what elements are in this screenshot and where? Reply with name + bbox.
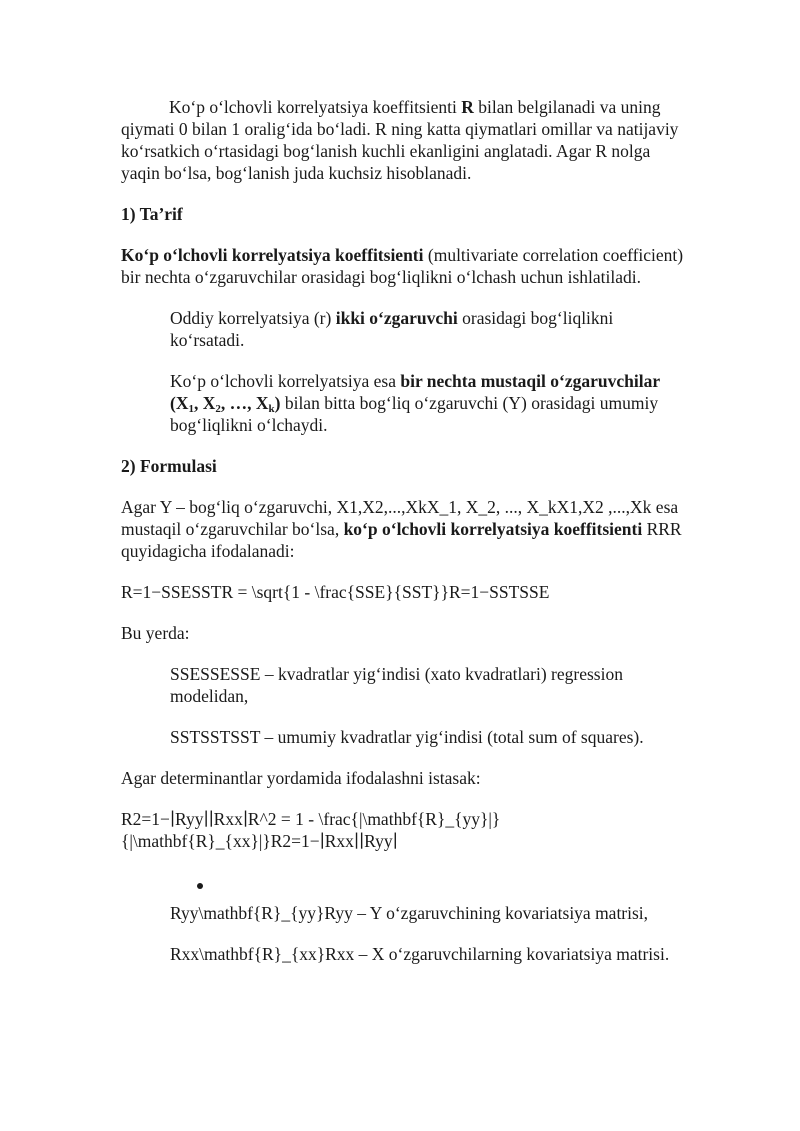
multi-text-2: bilan bitta bogʻliq oʻzgaruvchi (Y) orasidagi umumiy bogʻliqlikni oʻlchaydi. [170, 393, 659, 435]
formula-r: R=1−SSESSTR = \sqrt{1 - \frac{SSE}{SST}}R=1−SSTSSE [121, 582, 550, 602]
multi-correlation-paragraph [170, 370, 687, 436]
sse-definition: SSESSESSE – kvadratlar yigʻindisi (xato kvadratlari) regression modelidan, [170, 664, 623, 706]
rxx-definition: Rxx\mathbf{R}_{xx}Rxx – X oʻzgaruvchilarning kovariatsiya matrisi. [170, 944, 670, 964]
document-page [121, 96, 687, 984]
multi-bold-text: bir nechta mustaqil oʻzgaruvchilar (X [170, 371, 660, 413]
subscript-k: k [268, 403, 275, 415]
simple-text-1: Oddiy korrelyatsiya (r) [170, 308, 336, 328]
formula-intro-paragraph [121, 496, 687, 562]
sst-definition: SSTSSTSST – umumiy kvadratlar yigʻindisi (total sum of squares). [170, 727, 644, 747]
subscript-2: 2 [215, 403, 221, 415]
formula-intro-bold: koʻp oʻlchovli korrelyatsiya koeffitsienti [343, 519, 643, 539]
multi-sep-1: , X [193, 393, 216, 413]
section-heading-definition: 1) Ta’rif [121, 204, 183, 224]
formula-intro-text-1: Agar Y – bogʻliq oʻzgaruvchi, X1,X2,...,XkX_1, X_2, ..., X_kX1,X2 ,...,Xk esa mustaqil oʻzgaruvchilar boʻlsa, [121, 497, 679, 539]
section-heading-formula: 2) Formulasi [121, 456, 217, 476]
ryy-definition: Ryy\mathbf{R}_{yy}Ryy – Y oʻzgaruvchining kovariatsiya matrisi, [170, 903, 649, 923]
multi-sep-2: , …, X [220, 393, 269, 413]
multi-close: ) [274, 393, 281, 413]
formula-intro-text-2: RRR quyidagicha ifodalanadi: [121, 519, 682, 561]
intro-paragraph [121, 96, 687, 184]
simple-correlation-paragraph [170, 307, 687, 351]
bu-yerda-label: Bu yerda: [121, 623, 190, 643]
intro-text-1: Koʻp oʻlchovli korrelyatsiya koeffitsienti [169, 97, 462, 117]
bullet-icon [197, 883, 203, 889]
subscript-1: 1 [188, 403, 194, 415]
simple-text-2: orasidagi bogʻliqlikni koʻrsatadi. [170, 308, 614, 350]
definition-paragraph [121, 244, 687, 288]
intro-symbol-r: R [461, 97, 474, 117]
empty-bullet-item [197, 872, 687, 892]
formula-r-squared: R2=1−∣Ryy∣∣Rxx∣R^2 = 1 - \frac{|\mathbf{R}_{yy}|}{|\mathbf{R}_{xx}|}R2=1−∣Rxx∣∣Ryy∣ [121, 809, 501, 851]
intro-text-2: bilan belgilanadi va uning qiymati 0 bilan 1 oraligʻida boʻladi. R ning katta qiymatlari omillar va natijaviy koʻrsatkich oʻrtasidagi bogʻlanish kuchli ekanligini anglatadi. Agar R nolga yaqin boʻlsa, bogʻlanish juda kuchsiz hisoblanadi. [121, 97, 679, 183]
multi-text-1: Koʻp oʻlchovli korrelyatsiya esa [170, 371, 401, 391]
simple-bold: ikki oʻzgaruvchi [335, 308, 458, 328]
definition-term: Koʻp oʻlchovli korrelyatsiya koeffitsienti [121, 245, 424, 265]
determinant-intro: Agar determinantlar yordamida ifodalashni istasak: [121, 768, 481, 788]
definition-text: (multivariate correlation coefficient) bir nechta oʻzgaruvchilar orasidagi bogʻliqlikni oʻlchash uchun ishlatiladi. [121, 245, 684, 287]
